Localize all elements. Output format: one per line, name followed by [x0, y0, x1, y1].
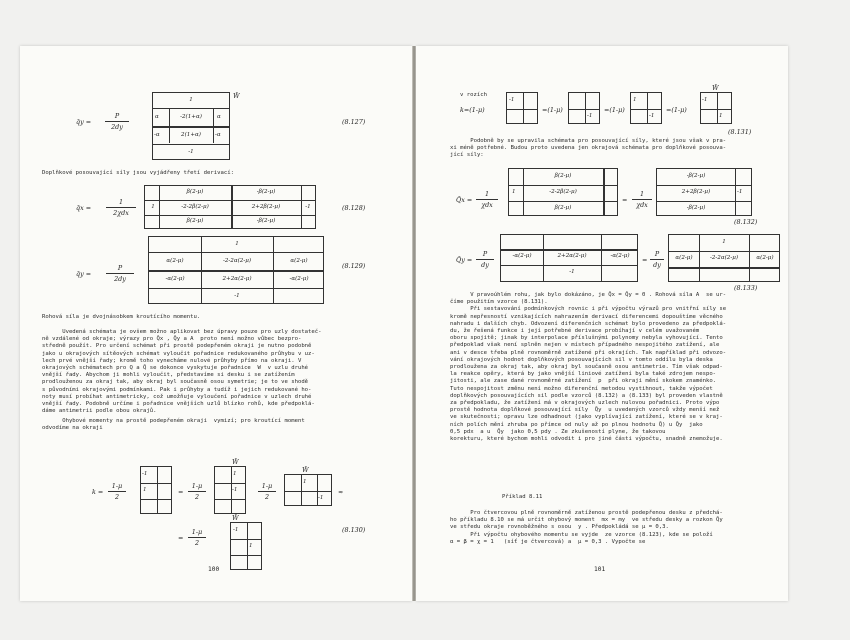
eq133-grid1: [500, 234, 638, 282]
eq129-num: P: [117, 264, 123, 272]
eq131-eq2: =(1-μ): [604, 106, 625, 114]
eq129-r0: 1: [235, 241, 239, 247]
eq131-g2-minus: -1: [587, 113, 593, 119]
eq130-k: k =: [92, 488, 104, 496]
eq127-num: P: [114, 112, 120, 120]
eq130-comma: ≈: [338, 488, 344, 496]
eq133-g2-c1: -2-2α(2-μ): [709, 255, 739, 261]
eq131-grid2: [568, 92, 600, 124]
eq129-lhs: [76, 270, 91, 278]
eq133-num1: P: [482, 250, 488, 258]
para1: Podobně by se upravila schémata pro posouvající síly, které jsou však v pra- xi méně potřebné. Budou proto uvedena jen okrajová schémata pro doplňkové posouva- jící síly:: [450, 138, 727, 159]
eq129-r3: -1: [234, 293, 240, 299]
eq128-r1-c1: -2-2β(2-μ): [181, 204, 209, 210]
eq132-grid1: [508, 168, 618, 216]
page-number-left: 100: [208, 566, 220, 573]
eq128-r2-c1: β(2-μ): [186, 218, 204, 224]
eq128-num: 1: [118, 198, 124, 206]
eq130-f3-num: 1-μ: [261, 482, 273, 490]
eq130-label: (8.130): [342, 526, 366, 534]
eq127-cell-top: 1: [189, 97, 193, 103]
eq131-eq1: =(1-μ): [542, 106, 563, 114]
eq129-r1-c1: -2-2α(2-μ): [222, 258, 252, 264]
eq130-grid1: [140, 466, 172, 514]
right-page: [416, 46, 788, 601]
eq133-grid2: [668, 234, 780, 282]
eq132-g2-minus: -1: [737, 189, 743, 195]
rozich-text: v rozích: [460, 92, 487, 98]
eq132-g2-r2: -β(2-μ): [686, 205, 706, 211]
eq132-den2: χdx: [636, 201, 648, 209]
eq128-r0-c2: -β(2-μ): [256, 189, 276, 195]
eq127-lhs-text: q̄y =: [76, 118, 92, 126]
eq130-g3-one: 1: [303, 479, 307, 485]
ohyb-text: Ohybové momenty na prostě podepřeném okraji vymizí; pro kroutící moment odvodíme na okraji: [42, 418, 305, 432]
eq133-frac1: [476, 250, 494, 269]
eq130-frac2: [188, 482, 206, 501]
eq130-g2-one: 1: [233, 471, 237, 477]
eq128-lhs: [76, 204, 91, 212]
eq127-cell-r1-left: α: [155, 114, 159, 120]
eq131-g4-minus: -1: [702, 97, 708, 103]
eq130-equals: =: [178, 488, 184, 496]
eq133-den2: dy: [653, 261, 661, 269]
eq131-grid4: [700, 92, 732, 124]
eq133-g2-one: 1: [722, 239, 726, 245]
eq127-cell-r1-mid: -2(1+α): [180, 114, 202, 120]
eq133-label: (8.133): [734, 284, 758, 292]
eq132-g1-r2: β(2-μ): [554, 205, 572, 211]
eq131-g4-one: 1: [719, 113, 723, 119]
eq130-w2: W̄: [302, 466, 309, 474]
eq133-equals: =: [642, 256, 648, 264]
eq127-den: 2dy: [111, 123, 123, 131]
eq133-g2-c2: α(2-μ): [756, 255, 774, 261]
eq131-w: W̄: [712, 84, 719, 92]
derivatives-text: Doplňkové posouvající síly jsou vyjádřeny třetí derivací:: [42, 170, 234, 176]
rohova-text: Rohová síla je dvojnásobkem kroutícího momentu.: [42, 314, 201, 320]
eq129-r1-c0: α(2-μ): [166, 258, 184, 264]
eq127-cell-r2-mid: 2(1+α): [181, 132, 201, 138]
eq127-cell-bottom: -1: [188, 149, 194, 155]
eq132-g2-r1: 2+2β(2-μ): [681, 189, 711, 195]
eq131-eq3: =(1-μ): [666, 106, 687, 114]
eq132-frac2: [632, 190, 652, 209]
eq130-g3-minus: -1: [318, 495, 324, 501]
eq127-cell-r1-right: α: [217, 114, 221, 120]
eq129-r2-c2: -α(2-μ): [289, 276, 309, 282]
eq130-frac3: [258, 482, 276, 501]
eq128-r1-c2: 2+2β(2-μ): [251, 204, 281, 210]
eq131-grid1: [506, 92, 538, 124]
eq133-g1-c1: 2+2α(2-μ): [557, 253, 587, 259]
eq128-den: 2χdx: [113, 209, 129, 217]
eq133-g2-c0: α(2-μ): [675, 255, 693, 261]
eq130-f1-den: 2: [114, 493, 120, 501]
eq130-w3: W̄: [232, 514, 239, 522]
eq130-grid4: [230, 522, 262, 570]
eq130-f4-num: 1-μ: [191, 528, 203, 536]
eq132-g1-one: 1: [512, 189, 516, 195]
eq133-den1: dy: [481, 261, 489, 269]
eq130-g1-minus: -1: [142, 471, 148, 477]
eq133-g1-minus: -1: [569, 269, 575, 275]
eq128-r1-c3: -1: [305, 204, 311, 210]
eq128-lhs-text: q̄x =: [76, 204, 92, 212]
eq132-frac1: [476, 190, 498, 209]
eq130-f3-den: 2: [264, 493, 270, 501]
eq132-lhs: Q̄x =: [456, 196, 473, 204]
eq132-g2-r0: -β(2-μ): [686, 173, 706, 179]
eq127-w-mark: W̄: [233, 92, 240, 100]
eq132-equals: =: [622, 196, 628, 204]
eq132-grid2: [656, 168, 752, 216]
eq131-label: (8.131): [728, 128, 752, 136]
eq130-f4-den: 2: [194, 539, 200, 547]
eq131-k: k=(1-μ): [460, 106, 485, 114]
eq131-grid3: [630, 92, 662, 124]
para2: V pravoúhlém rohu, jak bylo dokázáno, je Q̄x = Q̄y = 0 . Rohová síla A se ur- číme použitím vzorce (8.131). Při sestavování podmínkových rovnic i při výpočtu výrazů pro vnitřní síly se kromě nepřesností vznikajících nahrazením derivací diferencemi dopouštíme věcného nahradu i dalších chyb. Odvození diferenčních schémat bylo provedeno za předpoklá- du, že řešená funkce i její potřebné derivace probíhají v celém uvažovaném oboru spojitě; jinak by interpolace příslušnými polynomy nebyla vyhovující. Tento předpoklad však není splněn nejen v místech případného nespojitého zatížení, ale ani v desce třeba plně rovnoměrně zatížené při okrajích. Tak například při odvozo- vání okrajových hodnot doplňkových posouvajících sil v tomto oddílu byla deska prodloužena za okraj tak, aby okraj byl současně osou antimetrie. Tím však odpad- la reakce opěry, která by jako vnější liniové zatížení byla také zdrojem nespo- jitosti, ale zase dané rovnoměrné zatížení p při okraji mění skokem znaménko. Tuto nespojitost změnu není možno diferenční metodou vystihnout, takže výpočet doplňkových posouvajících sil podle vzorců (8.132) a (8.133) byl proveden vlastně za předpokladu, že zatížení má v okrajových uzlech nulovou pořadnici. Proto výpo prostě hodnota doplňkové posouvající síly Q̄y u uvedených vzorců vždy menší než ve skutečnosti; opravu lze odhadnout (jako vyplívající zatížení, které se v kraj- ních polích mění zhruba po přímce od nuly až po plnou hodnotu Q̄) u Q̄y jako 0,5 pdx a u Q̄y jako 0,5 pdy . Ze zkušeností plyne, že takovou korekturu, které bychom mohli odvodit i pro jiné části výpočtu, snadně znemožuje.: [450, 292, 727, 443]
eq129-r2-c0: -α(2-μ): [165, 276, 185, 282]
eq127-cell-r2-left: -α: [154, 132, 160, 138]
eq133-lhs: Q̄y =: [456, 256, 473, 264]
para3: Pro čtvercovou plně rovnoměrně zatíženou prostě podepřenou desku z předchá- ho příkladu 8.10 se má určit ohybový moment mx = my ve středu desky a rozkon Q̄y ve středu okraje rovnoběžného s osou y . Předpokládá se μ = 0,3. Při výpočtu ohybového momentu se vyjde ze vzorce (8.123), kde se položí α = β = χ = 1 (síť je čtvercová) a μ = 0,3 . Vypočte se: [450, 510, 723, 545]
eq127-cell-r2-right: -α: [215, 132, 221, 138]
eq129-grid: [148, 236, 324, 304]
eq130-f2-den: 2: [194, 493, 200, 501]
eq130-g2-minus: -1: [232, 487, 238, 493]
example-title: Příklad 8.11: [502, 494, 543, 500]
eq131-g3-one: 1: [633, 97, 637, 103]
eq128-grid: [144, 185, 316, 229]
eq128-r0-c1: β(2-μ): [186, 189, 204, 195]
main-paragraph: Uvedená schémata je ovšem možno aplikovat bez úpravy pouze pro uzly dostateč- ně vzdálené od okraje; výrazy pro Q̄x , Q̄y a A proto není možno vůbec bezpro- středně použít. Pro určení schémat při prostě podepřeném okraji je nutno podobně jako u okrajových sítěových schémat vyloučit pořadnice redukovaného průhybu v uz- lech prvé vnější řady; kromě toho vynecháme nulové průhyby přímo na okraji. V okrajových schématech pro Q a Q̄ se dokonce vyskytuje pořadnice W v uzlu druhé vnější řady. Abychom ji mohli vyloučit, představíme si desku i se zatížením prodlouženou za okraj tak, aby okraj byl současně osou symetrie; je to ve shodě s původními okrajovými podmínkami. Pak i průhyby a tudíž i jejich redukované ho- noty musí probíhat antimetricky, což umožňuje vyloučení pořadnice v uzlech druhé vnější řady. Podobně určíme i pořadnice vnějších uzlů blízko rohů, kde předpoklá- dáme antimetrii podle obou okrajů.: [42, 329, 322, 415]
eq129-lhs-text: q̄y =: [76, 270, 92, 278]
eq129-label: (8.129): [342, 262, 366, 270]
eq131-g3-minus: -1: [649, 113, 655, 119]
eq132-den1: χdx: [481, 201, 493, 209]
eq129-r2-c1: 2+2α(2-μ): [222, 276, 252, 282]
eq130-f2-num: 1-μ: [191, 482, 203, 490]
eq132-num1: 1: [484, 190, 490, 198]
eq130-g1-one: 1: [143, 487, 147, 493]
eq128-label: (8.128): [342, 204, 366, 212]
eq132-label: (8.132): [734, 218, 758, 226]
eq130-g4-one: 1: [249, 543, 253, 549]
eq127-label: (8.127): [342, 118, 366, 126]
eq127-grid: [152, 92, 230, 160]
eq132-g1-r1: -2-2β(2-μ): [549, 189, 577, 195]
eq132-num2: 1: [639, 190, 645, 198]
page-number-right: 101: [594, 566, 606, 573]
eq127-lhs: [76, 118, 91, 126]
eq133-g1-c0: -α(2-μ): [512, 253, 532, 259]
eq130-w1: W̄: [232, 458, 239, 466]
eq131-g1-minus: -1: [509, 97, 515, 103]
eq130-equals-2: =: [178, 534, 184, 542]
eq129-den: 2dy: [114, 275, 126, 283]
eq128-fraction: [106, 198, 136, 217]
eq129-r1-c2: α(2-μ): [290, 258, 308, 264]
eq130-frac1: [108, 482, 126, 501]
eq130-g4-minus: -1: [233, 527, 239, 533]
eq133-g1-c2: -α(2-μ): [610, 253, 630, 259]
eq129-fraction: [106, 264, 134, 283]
eq133-frac2: [650, 250, 664, 269]
eq127-fraction: [105, 112, 129, 131]
eq132-g1-r0: β(2-μ): [554, 173, 572, 179]
eq128-r1-c0: 1: [151, 204, 155, 210]
eq130-frac4: [188, 528, 206, 547]
eq128-r2-c2: -β(2-μ): [256, 218, 276, 224]
eq133-num2: P: [654, 250, 660, 258]
eq130-f1-num: 1-μ: [111, 482, 123, 490]
eq130-grid2: [214, 466, 246, 514]
eq130-grid3: [284, 474, 332, 506]
left-page: [20, 46, 412, 601]
